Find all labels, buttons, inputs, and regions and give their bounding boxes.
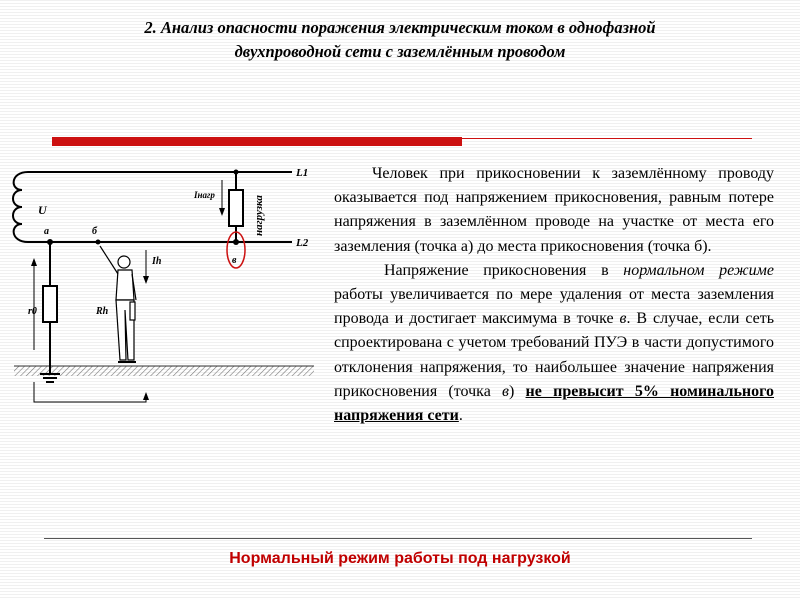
bottom-divider	[44, 538, 752, 539]
red-divider-bar	[52, 137, 462, 146]
label-b: б	[92, 226, 97, 237]
resistor-r0	[43, 286, 57, 322]
paragraph-2: Напряжение прикосновения в нормальном режиме работы увеличивается по мере удаления от места заземления провода и достигает максимума в точке в. В случае, если сеть спроектирована с учетом требований ПУЭ в части допустимого отклонения напряжения, то наибольшее значение напряжения прикосновения (точка в) не превысит 5% номинального напряжения сети.	[334, 261, 775, 425]
circuit-diagram	[0, 150, 330, 420]
source-coil	[13, 172, 28, 242]
explanation-text	[334, 162, 774, 428]
red-divider-line	[462, 138, 752, 139]
human-figure	[100, 246, 136, 362]
label-r0: r0	[28, 306, 37, 317]
title-line-2: двухпроводной сети с заземлённым проводом	[234, 42, 566, 61]
label-load: нагрузка	[253, 195, 265, 236]
label-rh: Rh	[96, 306, 109, 317]
load-resistor	[229, 190, 243, 226]
label-u: U	[38, 203, 47, 217]
label-iload: Iнагр	[194, 190, 215, 200]
node-b	[96, 240, 101, 245]
slide-title	[70, 16, 730, 64]
node-load-top	[234, 170, 239, 175]
label-l1: L1	[296, 167, 309, 179]
key-statement: не превысит 5% номинального напряжения сети	[334, 382, 775, 425]
slide-caption: Нормальный режим работы под нагрузкой	[229, 550, 571, 567]
label-v: в	[232, 255, 237, 266]
node-v	[233, 239, 239, 245]
title-line-1: 2. Анализ опасности поражения электрическим током в однофазной	[144, 18, 656, 37]
label-l2: L2	[296, 237, 309, 249]
paragraph-1: Человек при прикосновении к заземлённому проводу оказывается под напряжением прикосновения, равным потере напряжения в заземлённом проводе на участке от места его заземления (точка а) до места прикосновения (точка б).	[334, 165, 774, 255]
ground-return-path	[34, 382, 146, 402]
label-a: а	[44, 226, 49, 237]
label-ih: Ih	[152, 256, 162, 267]
